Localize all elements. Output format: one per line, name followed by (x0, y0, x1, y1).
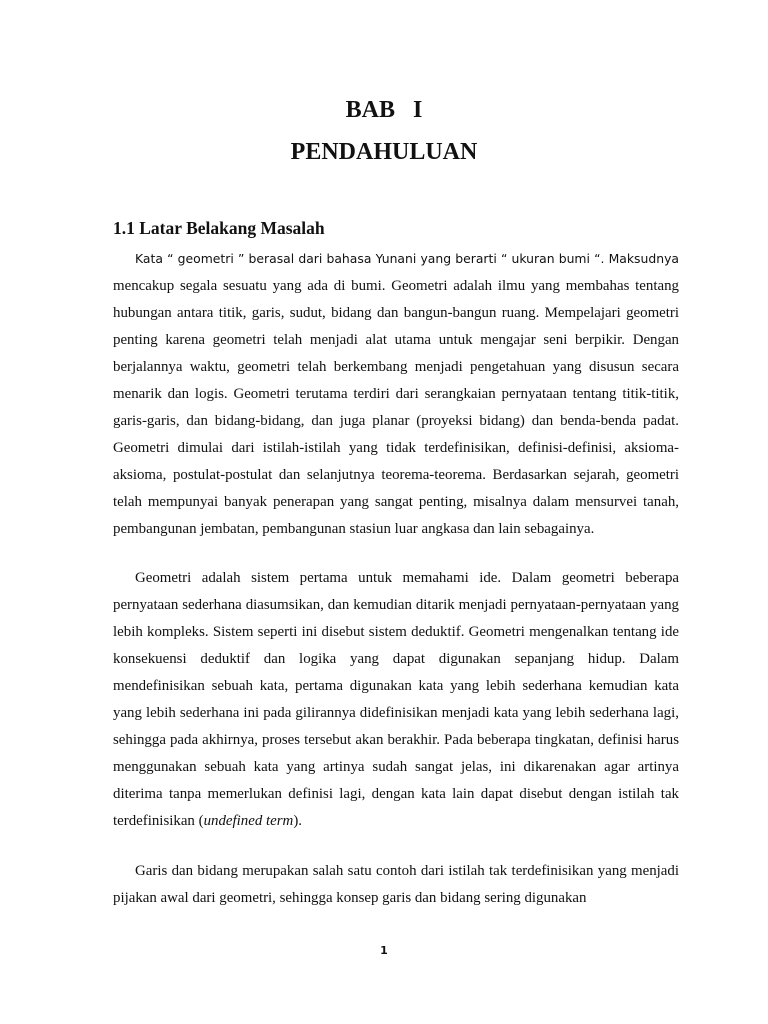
paragraph-1-body: mencakup segala sesuatu yang ada di bumi. Geometri adalah ilmu yang membahas tentang hubungan antara titik, garis, sudut, bidang dan bangun-bangun ruang. Mempelajari geometri penting karena geometri telah menjadi alat utama untuk mengajar seni berpikir. Dengan berjalannya waktu, geometri telah berkembang menjadi pengetahuan yang disusun secara menarik dan logis. Geometri terutama terdiri dari serangkaian pernyataan tentang titik-titik, garis-garis, dan bidang-bidang, dan juga planar (proyeksi bidang) dan benda-benda padat. Geometri dimulai dari istilah-istilah yang tidak terdefinisikan, definisi-definisi, aksioma-aksioma, postulat-postulat dan selanjutnya teorema-teorema. Berdasarkan sejarah, geometri telah mempunyai banyak penerapan yang sangat penting, misalnya dalam mensurvei tanah, pembangunan jembatan, pembangunan stasiun luar angkasa dan lain sebagainya. (113, 278, 679, 537)
paragraph-2 (113, 565, 679, 835)
section-heading: 1.1 Latar Belakang Masalah (113, 218, 325, 238)
paragraph-1-lead-tail: Maksudnya (604, 251, 679, 266)
paragraph-3 (113, 858, 679, 912)
paragraph-1-lead: Kata “ geometri ” berasal dari bahasa Yunani yang berarti “ ukuran bumi “. (135, 251, 605, 266)
chapter-number: BAB I (345, 97, 423, 123)
page-number: 1 (380, 944, 388, 957)
paragraph-1 (113, 245, 679, 543)
paragraph-2-closing: ). (293, 813, 302, 829)
chapter-title: PENDAHULUAN (290, 139, 478, 165)
paragraph-3-body: Garis dan bidang merupakan salah satu contoh dari istilah tak terdefinisikan yang menjadi pijakan awal dari geometri, sehingga konsep garis dan bidang sering digunakan (113, 863, 679, 906)
paragraph-2-body: Geometri adalah sistem pertama untuk memahami ide. Dalam geometri beberapa pernyataan sederhana diasumsikan, dan kemudian ditarik menjadi pernyataan-pernyataan yang lebih kompleks. Sistem seperti ini disebut sistem deduktif. Geometri mengenalkan tentang ide konsekuensi deduktif dan logika yang dapat digunakan sepanjang hidup. Dalam mendefinisikan sebuah kata, pertama digunakan kata yang lebih sederhana kemudian kata yang lebih sederhana ini pada gilirannya didefinisikan menjadi kata yang lebih sederhana lagi, sehingga pada akhirnya, proses tersebut akan berakhir. Pada beberapa tingkatan, definisi harus menggunakan sebuah kata yang artinya sudah sangat jelas, ini dikarenakan agar artinya diterima tanpa memerlukan definisi lagi, dengan kata lain dapat disebut dengan istilah tak terdefinisikan ( (113, 570, 679, 829)
italic-term: undefined term (203, 813, 294, 829)
